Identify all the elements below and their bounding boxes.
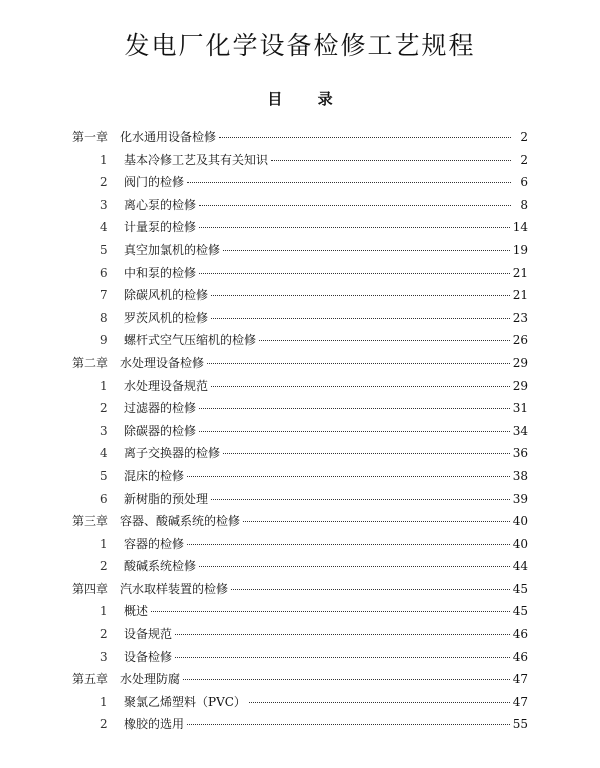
toc-section-row[interactable] <box>72 535 528 558</box>
dot-leader <box>199 227 510 228</box>
dot-leader <box>187 182 511 183</box>
chapter-label: 第五章 <box>72 672 109 687</box>
toc-section-row[interactable] <box>72 602 528 625</box>
section-number: 6 <box>100 265 108 280</box>
page-number: 39 <box>512 491 528 506</box>
chapter-label: 第四章 <box>72 581 109 596</box>
section-title: 阀门的检修 <box>124 175 185 190</box>
toc-chapter-row[interactable] <box>72 670 528 693</box>
dot-leader <box>199 273 510 274</box>
section-title: 计量泵的检修 <box>124 220 197 235</box>
document-title: 发电厂化学设备检修工艺规程 <box>124 31 476 60</box>
toc-section-row[interactable] <box>72 648 528 671</box>
toc-section-row[interactable] <box>72 218 528 241</box>
page-number: 55 <box>512 717 528 732</box>
toc-section-row[interactable] <box>72 693 528 716</box>
toc-chapter-row[interactable] <box>72 128 528 151</box>
dot-leader <box>175 634 510 635</box>
page-number: 26 <box>512 333 528 348</box>
page-number: 31 <box>512 401 528 416</box>
section-title: 水处理设备规范 <box>124 378 209 393</box>
toc-chapter-row[interactable] <box>72 580 528 603</box>
toc-section-row[interactable] <box>72 286 528 309</box>
page-number: 14 <box>512 220 528 235</box>
page-number: 29 <box>512 378 528 393</box>
page-number: 29 <box>512 355 528 370</box>
toc-section-row[interactable] <box>72 309 528 332</box>
section-number: 1 <box>100 604 108 619</box>
dot-leader <box>211 386 510 387</box>
toc-section-row[interactable] <box>72 264 528 287</box>
dot-leader <box>199 205 511 206</box>
dot-leader <box>249 702 510 703</box>
section-title: 设备规范 <box>124 627 173 642</box>
page-number: 45 <box>512 581 528 596</box>
section-number: 2 <box>100 717 108 732</box>
section-number: 1 <box>100 378 108 393</box>
page-number: 36 <box>512 446 528 461</box>
dot-leader <box>187 544 510 545</box>
dot-leader <box>211 295 510 296</box>
section-number: 9 <box>100 333 108 348</box>
toc-section-row[interactable] <box>72 490 528 513</box>
toc-section-row[interactable] <box>72 196 528 219</box>
toc-section-row[interactable] <box>72 241 528 264</box>
section-title: 容器的检修 <box>124 536 185 551</box>
toc-section-row[interactable] <box>72 399 528 422</box>
toc-section-row[interactable] <box>72 151 528 174</box>
dot-leader <box>259 340 510 341</box>
section-title: 新树脂的预处理 <box>124 491 209 506</box>
section-number: 5 <box>100 242 108 257</box>
chapter-title: 汽水取样装置的检修 <box>120 581 229 596</box>
page-number: 46 <box>512 649 528 664</box>
dot-leader <box>243 521 510 522</box>
page-number: 21 <box>512 288 528 303</box>
page-number: 40 <box>512 514 528 529</box>
dot-leader <box>175 657 510 658</box>
section-title: 基本冷修工艺及其有关知识 <box>124 152 269 167</box>
dot-leader <box>271 160 511 161</box>
dot-leader <box>199 408 510 409</box>
table-of-contents <box>72 128 528 738</box>
section-title: 离心泵的检修 <box>124 197 197 212</box>
dot-leader <box>211 318 510 319</box>
dot-leader <box>187 724 510 725</box>
dot-leader <box>223 453 510 454</box>
section-number: 4 <box>100 220 108 235</box>
dot-leader <box>211 499 510 500</box>
dot-leader <box>207 363 510 364</box>
page-number: 8 <box>520 197 528 212</box>
toc-section-row[interactable] <box>72 331 528 354</box>
section-number: 1 <box>100 152 108 167</box>
page-number: 19 <box>512 242 528 257</box>
dot-leader <box>199 431 510 432</box>
toc-section-row[interactable] <box>72 557 528 580</box>
toc-section-row[interactable] <box>72 377 528 400</box>
section-number: 1 <box>100 694 108 709</box>
toc-section-row[interactable] <box>72 467 528 490</box>
section-number: 2 <box>100 175 108 190</box>
dot-leader <box>199 566 510 567</box>
page-number: 23 <box>512 310 528 325</box>
dot-leader <box>187 476 510 477</box>
page-number: 45 <box>512 604 528 619</box>
page-number: 2 <box>520 152 528 167</box>
page-number: 38 <box>512 468 528 483</box>
section-title: 过滤器的检修 <box>124 401 197 416</box>
section-number: 3 <box>100 423 108 438</box>
section-number: 3 <box>100 649 108 664</box>
chapter-title: 化水通用设备检修 <box>120 130 217 144</box>
toc-section-row[interactable] <box>72 715 528 738</box>
chapter-label: 第一章 <box>72 130 109 144</box>
dot-leader <box>183 679 510 680</box>
section-number: 1 <box>100 536 108 551</box>
section-title: 除碳器的检修 <box>124 423 197 438</box>
section-number: 7 <box>100 288 108 303</box>
chapter-title: 水处理防腐 <box>120 672 181 687</box>
section-title: 设备检修 <box>124 649 173 664</box>
section-number: 6 <box>100 491 108 506</box>
section-title: 聚氯乙烯塑料（PVC） <box>124 694 246 709</box>
toc-chapter-row[interactable] <box>72 354 528 377</box>
section-number: 4 <box>100 446 108 461</box>
toc-section-row[interactable] <box>72 444 528 467</box>
page-number: 21 <box>512 265 528 280</box>
toc-section-row[interactable] <box>72 173 528 196</box>
page-number: 2 <box>520 130 528 144</box>
section-title: 概述 <box>124 604 149 619</box>
section-title: 酸碱系统检修 <box>124 559 197 574</box>
page-number: 44 <box>512 559 528 574</box>
section-number: 2 <box>100 559 108 574</box>
section-number: 8 <box>100 310 108 325</box>
chapter-title: 容器、酸碱系统的检修 <box>120 514 241 529</box>
chapter-label: 第二章 <box>72 355 109 370</box>
page-number: 40 <box>512 536 528 551</box>
chapter-label: 第三章 <box>72 514 109 529</box>
page-number: 46 <box>512 627 528 642</box>
page-number: 47 <box>512 672 528 687</box>
section-title: 橡胶的选用 <box>124 717 185 732</box>
dot-leader <box>231 589 510 590</box>
page-number: 6 <box>520 175 528 190</box>
toc-section-row[interactable] <box>72 422 528 445</box>
section-title: 螺杆式空气压缩机的检修 <box>124 333 257 348</box>
toc-heading: 目 录 <box>267 90 333 108</box>
section-title: 真空加氯机的检修 <box>124 242 221 257</box>
toc-chapter-row[interactable] <box>72 512 528 535</box>
section-title: 罗茨风机的检修 <box>124 310 209 325</box>
section-number: 2 <box>100 401 108 416</box>
section-title: 除碳风机的检修 <box>124 288 209 303</box>
dot-leader <box>151 611 510 612</box>
section-title: 离子交换器的检修 <box>124 446 221 461</box>
section-number: 3 <box>100 197 108 212</box>
section-number: 5 <box>100 468 108 483</box>
section-title: 中和泵的检修 <box>124 265 197 280</box>
dot-leader <box>223 250 510 251</box>
page-number: 47 <box>512 694 528 709</box>
dot-leader <box>219 137 511 138</box>
section-title: 混床的检修 <box>124 468 185 483</box>
toc-section-row[interactable] <box>72 625 528 648</box>
chapter-title: 水处理设备检修 <box>120 355 205 370</box>
section-number: 2 <box>100 627 108 642</box>
page-number: 34 <box>512 423 528 438</box>
